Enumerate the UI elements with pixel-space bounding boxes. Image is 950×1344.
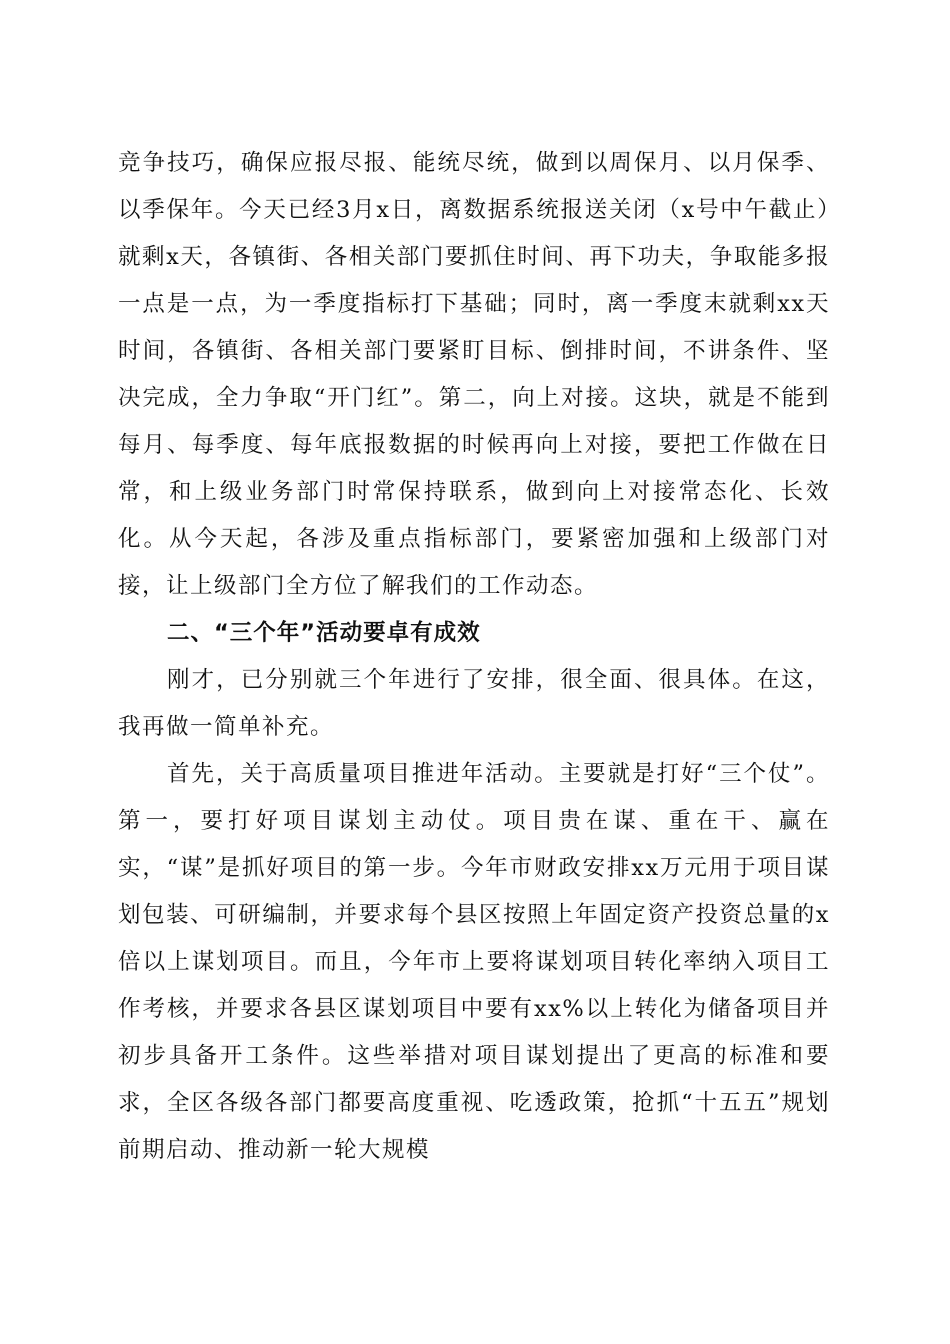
- paragraph-continued-body: 竞争技巧，确保应报尽报、能统尽统，做到以周保月、以月保季、以季保年。今天已经3月x日，离数据系统报送关闭（x号中午截止）就剩x天，各镇街、各相关部门要抓住时间、再下功夫，争取能多报一点是一点，为一季度指标打下基础；同时，离一季度末就剩xx天时间，各镇街、各相关部门要紧盯目标、倒排时间，不讲条件、坚决完成，全力争取“开门红”。第二，向上对接。这块，就是不能到每月、每季度、每年底报数据的时候再向上对接，要把工作做在日常，和上级业务部门时常保持联系，做到向上对接常态化、长效化。从今天起，各涉及重点指标部门，要紧密加强和上级部门对接，让上级部门全方位了解我们的工作动态。: [118, 150, 830, 599]
- document-page: [118, 140, 830, 1174]
- paragraph-intro: 刚才，已分别就三个年进行了安排，很全面、很具体。在这，我再做一简单补充。: [118, 667, 830, 740]
- paragraph-project-year: 首先，关于高质量项目推进年活动。主要就是打好“三个仗”。第一，要打好项目谋划主动仗。项目贵在谋、重在干、赢在实，“谋”是抓好项目的第一步。今年市财政安排xx万元用于项目谋划包装、可研编制，并要求每个县区按照上年固定资产投资总量的x倍以上谋划项目。而且，今年市上要将谋划项目转化率纳入项目工作考核，并要求各县区谋划项目中要有xx%以上转化为储备项目并初步具备开工条件。这些举措对项目谋划提出了更高的标准和要求，全区各级各部门都要高度重视、吃透政策，抢抓“十五五”规划前期启动、推动新一轮大规模: [118, 761, 830, 1163]
- section-heading: 二、“三个年”活动要卓有成效: [167, 620, 481, 646]
